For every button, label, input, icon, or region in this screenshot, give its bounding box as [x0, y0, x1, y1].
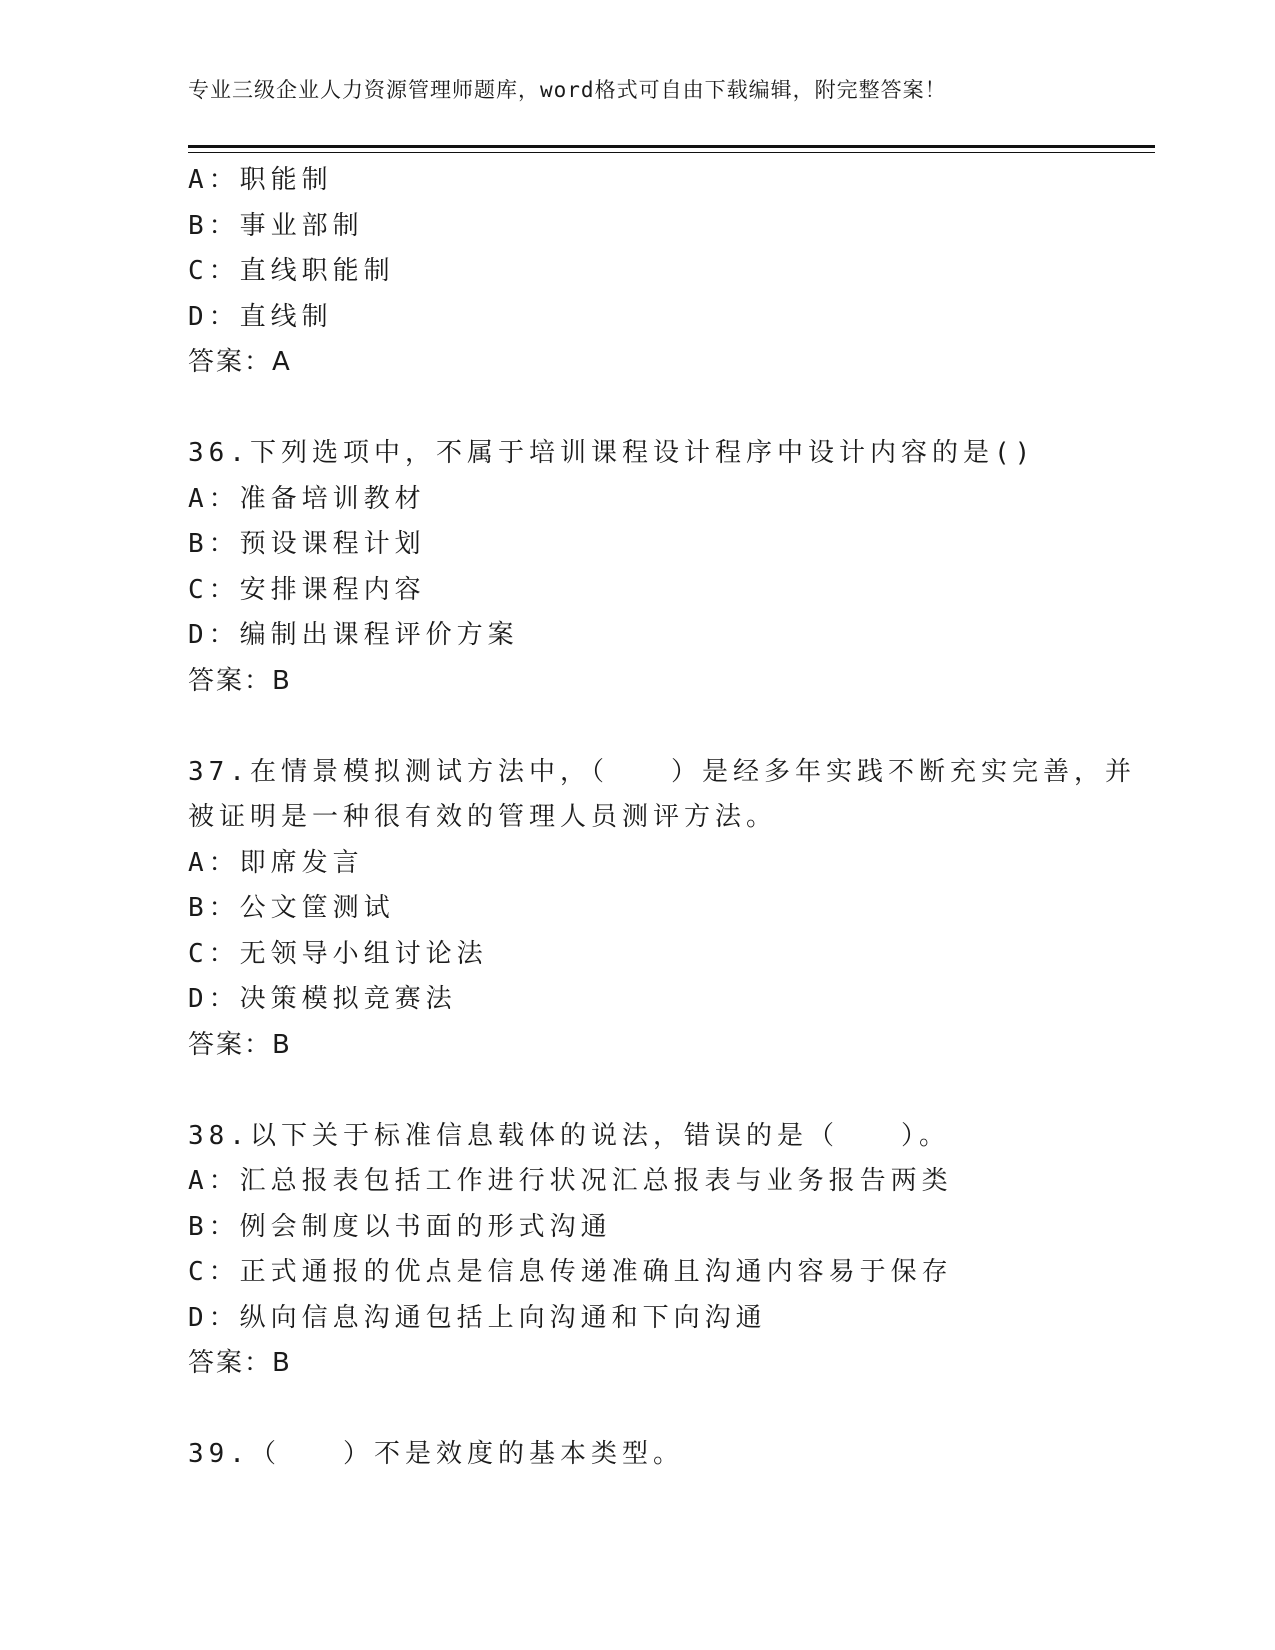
- option-d: D：纵向信息沟通包括上向沟通和下向沟通: [188, 1302, 767, 1333]
- option-a: A：即席发言: [188, 847, 364, 878]
- option-a: A：职能制: [188, 165, 333, 195]
- question-stem: 37.在情景模拟测试方法中，（ ）是经多年实践不断充实完善，并: [188, 756, 1136, 787]
- header-rule-thin: [188, 152, 1155, 153]
- option-d: D：决策模拟竞赛法: [188, 984, 457, 1014]
- question-gap: [188, 1387, 1088, 1433]
- answer-line: 答案：B: [188, 1029, 292, 1060]
- option-b: B：预设课程计划: [188, 529, 426, 559]
- question-36: [188, 431, 1088, 704]
- option-c: C：安排课程内容: [188, 574, 426, 605]
- option-c: C：正式通报的优点是信息传递准确且沟通内容易于保存: [188, 1257, 953, 1287]
- document-header: 专业三级企业人力资源管理师题库，word格式可自由下载编辑，附完整答案！: [188, 78, 947, 102]
- option-b: B：例会制度以书面的形式沟通: [188, 1211, 612, 1242]
- answer-line: 答案：B: [188, 1348, 292, 1378]
- question-stem: 36.下列选项中，不属于培训课程设计程序中设计内容的是(): [188, 438, 1036, 468]
- header-rule-thick: [188, 145, 1155, 148]
- option-d: D：直线制: [188, 301, 333, 332]
- question-gap: [188, 386, 1088, 432]
- question-38: [188, 1114, 1088, 1387]
- question-37: [188, 750, 1136, 1069]
- question-stem: 38.以下关于标准信息载体的说法，错误的是（ ）。: [188, 1120, 950, 1151]
- question-39: [188, 1432, 1088, 1478]
- option-b: B：公文筐测试: [188, 893, 395, 923]
- option-a: A：汇总报表包括工作进行状况汇总报表与业务报告两类: [188, 1166, 953, 1196]
- question-gap: [188, 1068, 1088, 1114]
- question-35-continued: [188, 158, 1088, 386]
- option-c: C：直线职能制: [188, 256, 395, 286]
- question-stem-continued: 被证明是一种很有效的管理人员测评方法。: [188, 802, 778, 832]
- option-d: D：编制出课程评价方案: [188, 620, 519, 650]
- answer-line: 答案：A: [188, 347, 292, 377]
- answer-line: 答案：B: [188, 665, 292, 696]
- option-c: C：无领导小组讨论法: [188, 938, 488, 969]
- option-b: B：事业部制: [188, 210, 364, 241]
- question-list: [188, 158, 1136, 1478]
- option-a: A：准备培训教材: [188, 483, 426, 514]
- question-stem: 39.（ ）不是效度的基本类型。: [188, 1439, 684, 1469]
- question-gap: [188, 704, 1088, 750]
